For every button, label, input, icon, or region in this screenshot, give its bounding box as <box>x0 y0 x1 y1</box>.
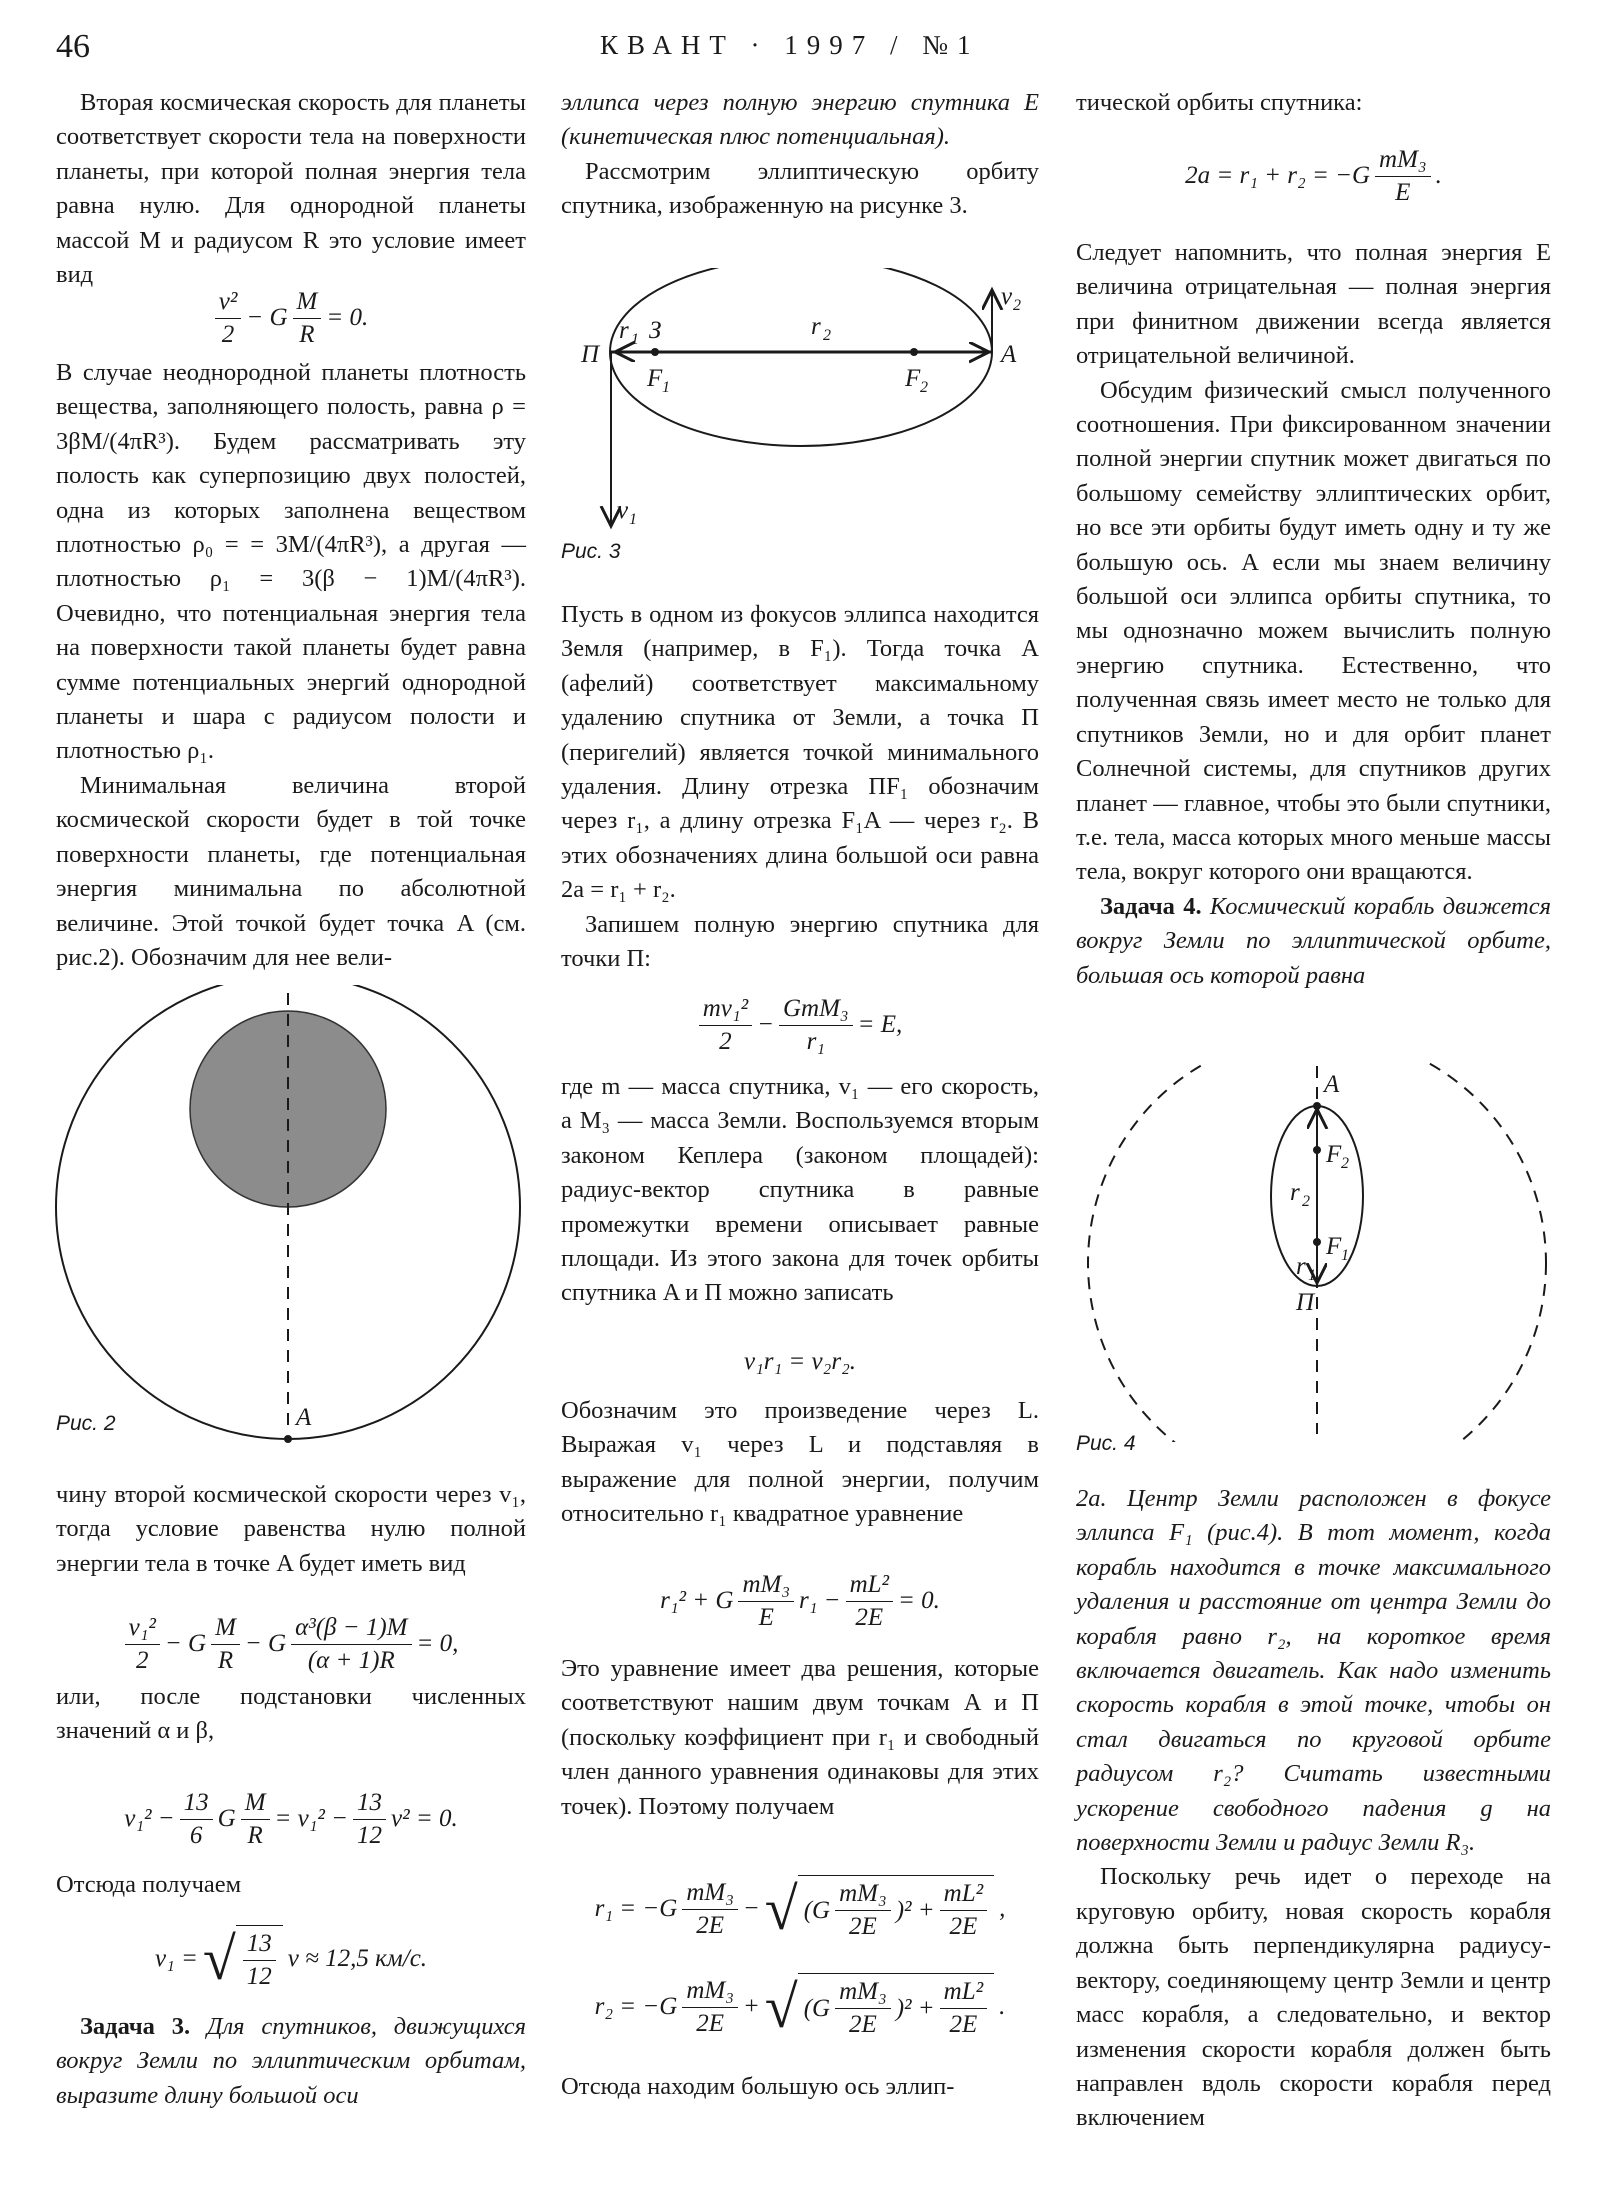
formula-term: (G <box>803 1994 831 2022</box>
denominator: 2E <box>696 1911 725 1939</box>
formula-term: = v₁² − <box>274 1805 349 1832</box>
formula-term: = 0. <box>898 1587 940 1614</box>
formula-term: G <box>217 1805 236 1832</box>
focus-f2 <box>1313 1146 1321 1154</box>
col2-block-6 <box>561 2070 1039 2104</box>
task-3-label: Задача 3. <box>80 2013 191 2040</box>
paragraph: Обозначим это произведение через L. Выражая v₁ через L и подставляя в выражение для полной энергии, получим относительно r₁ квадратное уравнение <box>561 1397 1039 1528</box>
formula-term: + <box>742 1993 760 2020</box>
label-r2: r <box>811 313 821 340</box>
formula-term: v² = 0. <box>391 1805 458 1832</box>
fraction <box>835 1878 891 1943</box>
focus-f2 <box>910 348 918 356</box>
numerator: mM₃ <box>738 1569 794 1602</box>
paragraph: Обсудим физический смысл полученного соотношения. При фиксированном значении полной энергии спутник может двигаться по большому семейству эллиптических орбит, но все эти орбиты будут иметь одну и ту же большую ось. А если мы знаем величину большой оси эллипса орбиты спутника, то мы однозначно можем вычислить полную энергию спутника. Естественно, что полученная связь имеет место не только для спутников Земли, но и для орбит планет Солнечной системы, для спутников других планет — главное, чтобы это были спутники, т.е. тела, масса которых много меньше массы тела, вокруг которого они вращаются. <box>1076 376 1551 886</box>
sub: 2 <box>1341 1155 1349 1172</box>
paragraph: Отсюда находим большую ось эллип- <box>561 2073 955 2100</box>
formula-term: − G <box>164 1630 207 1657</box>
paragraph: Поскольку речь идет о переходе на круговую орбиту, новая скорость корабля должна быть перпендикулярна радиусу-вектору, соединяющему центр Земли и центр масс корабля, а следовательно, и вектор изменения скорости корабля должен быть направлен вдоль скорости корабля перед включением <box>1076 1863 1551 2132</box>
fraction <box>738 1569 794 1634</box>
formula-term: = E, <box>857 1011 903 1038</box>
formula-major-axis <box>1076 136 1551 216</box>
sub: 1 <box>631 331 639 348</box>
radicand <box>236 1925 283 1993</box>
paragraph: эллипса через полную энергию спутника E (кинетическая плюс потенциальная). <box>561 89 1039 151</box>
col3-block-2 <box>1076 236 1551 993</box>
radicand <box>798 1875 994 1943</box>
formula-term: . <box>1435 162 1442 189</box>
denominator: 2E <box>949 1913 978 1940</box>
numerator: v₁² <box>125 1612 160 1645</box>
figure-3-caption: Рис. 3 <box>561 540 621 563</box>
paragraph: или, после подстановки численных значений α и β, <box>56 1683 526 1745</box>
label-r2: r <box>1290 1179 1300 1206</box>
col1-block-1 <box>56 86 526 292</box>
radicand <box>798 1973 994 2041</box>
paragraph: В случае неоднородной планеты плотность вещества, заполняющего полость, равна ρ = 3βM/(4πR³). Будем рассматривать эту полость как суперпозицию двух полостей, одна из которых заполнена веществом плотностью ρ₀ = = 3M/(4πR³), а другая — плотностью ρ₁ = 3(β − 1)M/(4πR³). Очевидно, что потенциальная энергия тела на поверхности такой планеты будет равна сумме потенциальных энергий однородной планеты и шара с радиусом полости и плотностью ρ₁. <box>56 359 526 765</box>
numerator: M <box>241 1787 270 1820</box>
numerator: mM₃ <box>835 1976 891 2009</box>
paragraph: где m — масса спутника, v₁ — его скорость, а M₃ — масса Земли. Воспользуемся вторым законом Кеплера (законом площадей): радиус-вектор спутника в равные промежутки времени описывает равные площади. Из этого закона для точек орбиты спутника A и П можно записать <box>561 1073 1039 1307</box>
denominator: r₁ <box>806 1027 825 1055</box>
page-number: 46 <box>56 28 90 65</box>
point-a <box>284 1435 292 1443</box>
figure-2 <box>40 985 540 1455</box>
formula-term: 2a = r₁ + r₂ = −G <box>1185 162 1371 189</box>
denominator: 2 <box>221 320 235 348</box>
numerator: mM₃ <box>1375 144 1431 177</box>
fraction <box>699 993 752 1058</box>
label-v2: v <box>1001 283 1013 310</box>
paragraph: Вторая космическая скорость для планеты соответствует скорости тела на поверхности планеты, при которой полная энергия тела равна нулю. Для однородной планеты массой M и радиусом R это условие имеет вид <box>56 89 526 289</box>
fraction <box>211 1612 240 1677</box>
label-r1: r <box>1296 1253 1306 1280</box>
formula-term: − <box>742 1895 760 1922</box>
fraction <box>215 286 242 351</box>
col3-block-3 <box>1076 1482 1551 2136</box>
col1-block-4 <box>56 1680 526 1749</box>
paragraph: Отсюда получаем <box>56 1871 242 1898</box>
point-a <box>1313 1102 1321 1110</box>
col1-block-5 <box>56 1868 526 1902</box>
figure-4 <box>1076 1062 1551 1442</box>
denominator: 2E <box>949 2011 978 2038</box>
paragraph: Пусть в одном из фокусов эллипса находится Земля (например, в F₁). Тогда точка A (афелий) соответствует максимальному удалению спутника от Земли, а точка П (перигелий) является точкой минимального удаления. Длину отрезка ПF₁ обозначим через r₁, а длину отрезка F₁A — через r₂. В этих обозначениях длина большой оси равна 2a = r₁ + r₂. <box>561 601 1039 904</box>
denominator: E <box>1395 178 1411 206</box>
denominator: 2E <box>849 1913 877 1940</box>
fraction <box>682 1975 738 2040</box>
sub: 2 <box>1013 297 1021 314</box>
denominator: R <box>217 1646 234 1674</box>
focus-f1 <box>1313 1238 1321 1246</box>
col2-block-5 <box>561 1652 1039 1824</box>
fraction <box>779 993 853 1058</box>
sub: 1 <box>1308 1267 1316 1284</box>
label-r1: r <box>619 317 629 344</box>
fraction <box>291 1612 411 1677</box>
formula-term: − G <box>244 1630 287 1657</box>
numerator: 13 <box>180 1787 213 1820</box>
formula-term: − G <box>246 304 288 331</box>
denominator: R <box>299 320 315 348</box>
label-p: П <box>1296 1289 1315 1316</box>
focus-f1 <box>651 348 659 356</box>
numerator: mv₁² <box>699 993 752 1026</box>
formula-quadratic <box>561 1562 1039 1640</box>
formula-term: , <box>999 1895 1006 1922</box>
label-earth: З <box>649 317 662 344</box>
sub: 2 <box>920 379 928 396</box>
label-a: A <box>296 1404 312 1431</box>
numerator: GmM₃ <box>779 993 853 1026</box>
formula-term: r₂ = −G <box>594 1993 678 2020</box>
label-f1: F <box>647 365 663 392</box>
numerator: mL² <box>940 1976 987 2009</box>
sub: 1 <box>1341 1247 1349 1264</box>
square-root <box>203 1925 283 1993</box>
formula-term: r₁ − <box>799 1587 841 1614</box>
fraction <box>846 1569 893 1634</box>
label-apogee: A <box>1001 341 1017 368</box>
radical-sign: √ <box>202 1926 236 1992</box>
label-f2: F <box>1326 1141 1342 1168</box>
fraction <box>293 286 322 351</box>
sub: 2 <box>823 327 831 344</box>
paragraph: тической орбиты спутника: <box>1076 89 1363 116</box>
formula-v1-result <box>56 1920 526 1998</box>
denominator: 2E <box>849 2011 877 2038</box>
denominator: R <box>247 1821 263 1849</box>
col2-block-1 <box>561 86 1039 224</box>
denominator: 6 <box>189 1821 203 1849</box>
square-root <box>765 1973 994 2041</box>
numerator: 13 <box>353 1787 386 1820</box>
denominator: 2 <box>719 1027 732 1055</box>
formula-term: . <box>999 1993 1006 2020</box>
sub: 1 <box>629 511 637 528</box>
radical-sign: √ <box>764 1974 798 2040</box>
running-head: КВАНТ · 1997 / №1 <box>600 30 980 60</box>
formula-term: v₁ = <box>154 1945 198 1972</box>
task-4 <box>1076 890 1551 993</box>
numerator: v² <box>215 286 242 319</box>
fraction <box>1375 144 1431 209</box>
formula-term: v₁r₁ = v₂r₂. <box>743 1348 857 1375</box>
paragraph: Это уравнение имеет два решения, которые соответствуют нашим двум точкам A и П (поскольку коэффициент при r₁ и свободный член данного уравнения одинаковы для этих точек). Поэтому получаем <box>561 1655 1039 1820</box>
task-4-continued: 2a. Центр Земли расположен в фокусе эллипса F₁ (рис.4). В тот момент, когда корабль находится в точке максимального удаления и расстояние от центра Земли до корабля равно r₂, на короткое время включается двигатель. Как надо изменить скорость корабля в этой точке, чтобы он стал двигаться по круговой орбите радиусом r₂? Считать известными ускорение свободного падения g на поверхности Земли и радиус Земли R₃. <box>1076 1485 1551 1857</box>
denominator: 2E <box>855 1603 884 1631</box>
square-root <box>765 1875 994 1943</box>
denominator: 2 <box>135 1646 149 1674</box>
task-4-label: Задача 4. <box>1100 892 1202 920</box>
formula-r2 <box>561 1964 1039 2050</box>
paragraph: Минимальная величина второй космической скорости будет в той точке поверхности планеты, где потенциальная энергия минимальна по абсолютной величине. Этой точкой будет точка A (см. рис.2). Обозначим для нее вели- <box>56 771 526 971</box>
label-f2: F <box>905 365 921 392</box>
paragraph: Запишем полную энергию спутника для точки П: <box>561 910 1039 973</box>
formula-term: v ≈ 12,5 км/с. <box>287 1945 428 1972</box>
col3-block-1 <box>1076 86 1551 120</box>
formula-term: )² + <box>895 1994 935 2022</box>
formula-escape-velocity <box>56 280 526 356</box>
col2-block-4 <box>561 1394 1039 1532</box>
sub: 1 <box>662 379 670 396</box>
col1-block-3 <box>56 1478 526 1581</box>
fraction <box>180 1787 213 1852</box>
label-perigee: П <box>581 341 600 368</box>
formula-term: v₁² − <box>124 1805 175 1832</box>
label-f1: F <box>1326 1233 1342 1260</box>
label-a: A <box>1324 1071 1340 1098</box>
col1-block-2 <box>56 356 526 975</box>
formula-kepler <box>561 1340 1039 1384</box>
radical-sign: √ <box>764 1876 798 1942</box>
task-3-text: Для спутников, движущихся вокруг Земли по эллиптическим орбитам, выразите длину большой оси <box>56 2013 526 2109</box>
figure-2-caption: Рис. 2 <box>56 1412 116 1435</box>
fraction <box>243 1928 276 1993</box>
numerator: mL² <box>846 1569 893 1602</box>
formula-energy-a <box>56 1604 526 1684</box>
denominator: 2E <box>696 2009 725 2037</box>
fraction <box>940 1878 987 1943</box>
paragraph: Рассмотрим эллиптическую орбиту спутника, изображенную на рисунке 3. <box>561 157 1039 220</box>
col1-block-6 <box>56 2010 526 2113</box>
denominator: (α + 1)R <box>307 1646 395 1674</box>
paragraph: чину второй космической скорости через v₁, тогда условие равенства нулю полной энергии тела в точке A будет иметь вид <box>56 1481 526 1577</box>
figure-4-caption: Рис. 4 <box>1076 1432 1136 1455</box>
fraction <box>940 1976 987 2041</box>
formula-term: r₁² + G <box>660 1587 734 1614</box>
denominator: E <box>758 1603 774 1631</box>
numerator: M <box>293 286 322 319</box>
denominator: 12 <box>246 1963 272 1990</box>
col2-block-2 <box>561 598 1039 976</box>
fraction <box>353 1787 386 1852</box>
numerator: mM₃ <box>835 1878 891 1911</box>
formula-term: = 0, <box>416 1630 459 1657</box>
formula-term: − <box>757 1011 774 1038</box>
formula-term: = 0. <box>326 304 369 331</box>
figure-3 <box>561 268 1039 538</box>
numerator: M <box>211 1612 240 1645</box>
task-4-text: Космический корабль движется вокруг Земли по эллиптической орбите, большая ось которой равна <box>1076 892 1552 989</box>
formula-term: (G <box>803 1896 831 1924</box>
numerator: mL² <box>940 1878 987 1911</box>
formula-r1 <box>561 1866 1039 1952</box>
label-v1: v <box>617 497 629 524</box>
task-3 <box>56 2010 526 2113</box>
numerator: α³(β − 1)M <box>291 1612 411 1645</box>
numerator: mM₃ <box>682 1975 738 2008</box>
fraction <box>125 1612 160 1677</box>
fraction <box>241 1787 270 1852</box>
formula-substitution <box>56 1780 526 1858</box>
paragraph: Следует напомнить, что полная энергия E величина отрицательная — полная энергия при финитном движении всегда является отрицательной величиной. <box>1076 239 1551 370</box>
orbit-ellipse <box>610 268 992 446</box>
fraction <box>835 1976 891 2041</box>
denominator: 12 <box>357 1821 383 1849</box>
formula-term: )² + <box>895 1896 935 1924</box>
sub: 2 <box>1302 1193 1310 1210</box>
numerator: mM₃ <box>682 1877 738 1910</box>
col2-block-3 <box>561 1070 1039 1311</box>
formula-term: r₁ = −G <box>594 1895 678 1922</box>
formula-energy-perigee <box>561 986 1039 1064</box>
numerator: 13 <box>243 1928 276 1961</box>
fraction <box>682 1877 738 1942</box>
